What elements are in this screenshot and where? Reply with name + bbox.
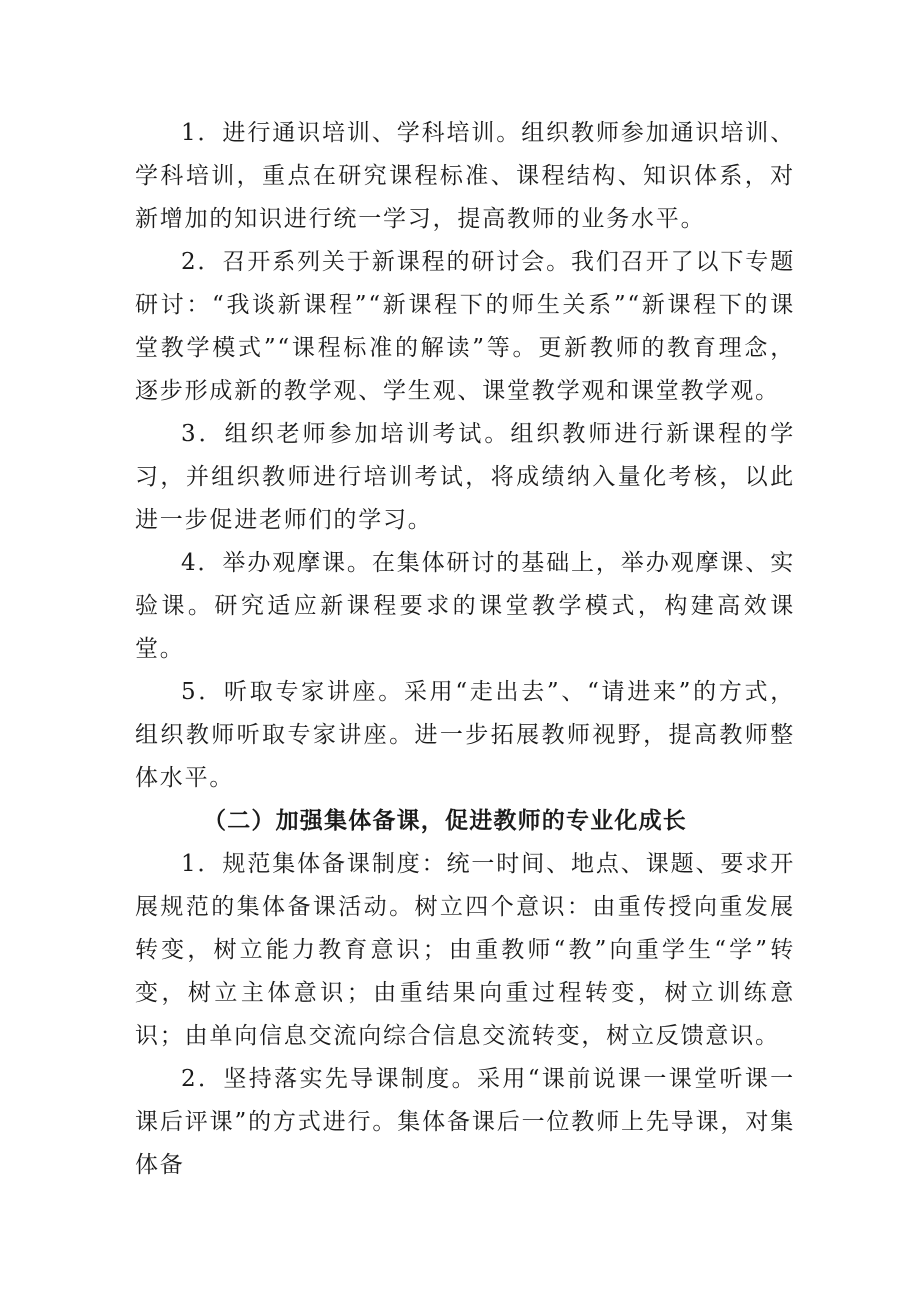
paragraph-expert-lecture: 5．听取专家讲座。采用“走出去”、“请进来”的方式，组织教师听取专家讲座。进一步拓展教师视野，提高教师整体水平。 [135,679,795,791]
paragraph-exam: 3．组织老师参加培训考试。组织教师进行新课程的学习，并组织教师进行培训考试，将成绩纳入量化考核，以此进一步促进老师们的学习。 [135,421,795,533]
paragraph-training: 1．进行通识培训、学科培训。组织教师参加通识培训、学科培训，重点在研究课程标准、课程结构、知识体系，对新增加的知识进行统一学习，提高教师的业务水平。 [135,120,795,232]
paragraph-seminar: 2．召开系列关于新课程的研讨会。我们召开了以下专题研讨：“我谈新课程”“新课程下的师生关系”“新课程下的课堂教学模式”“课程标准的解读”等。更新教师的教育理念，逐步形成新的教学观、学生观、课堂教学观和课堂教学观。 [135,249,795,404]
document-body [135,112,795,1187]
section-heading: （二）加强集体备课，促进教师的专业化成长 [203,808,687,834]
paragraph-pilot-class: 2．坚持落实先导课制度。采用“课前说课一课堂听课一课后评课”的方式进行。集体备课后一位教师上先导课，对集体备 [135,1066,795,1178]
paragraph-observation-class: 4．举办观摩课。在集体研讨的基础上，举办观摩课、实验课。研究适应新课程要求的课堂教学模式，构建高效课堂。 [135,550,795,662]
paragraph-collective-prep: 1．规范集体备课制度：统一时间、地点、课题、要求开展规范的集体备课活动。树立四个意识：由重传授向重发展转变，树立能力教育意识；由重教师“教”向重学生“学”转变，树立主体意识；由重结果向重过程转变，树立训练意识；由单向信息交流向综合信息交流转变，树立反馈意识。 [135,851,795,1049]
